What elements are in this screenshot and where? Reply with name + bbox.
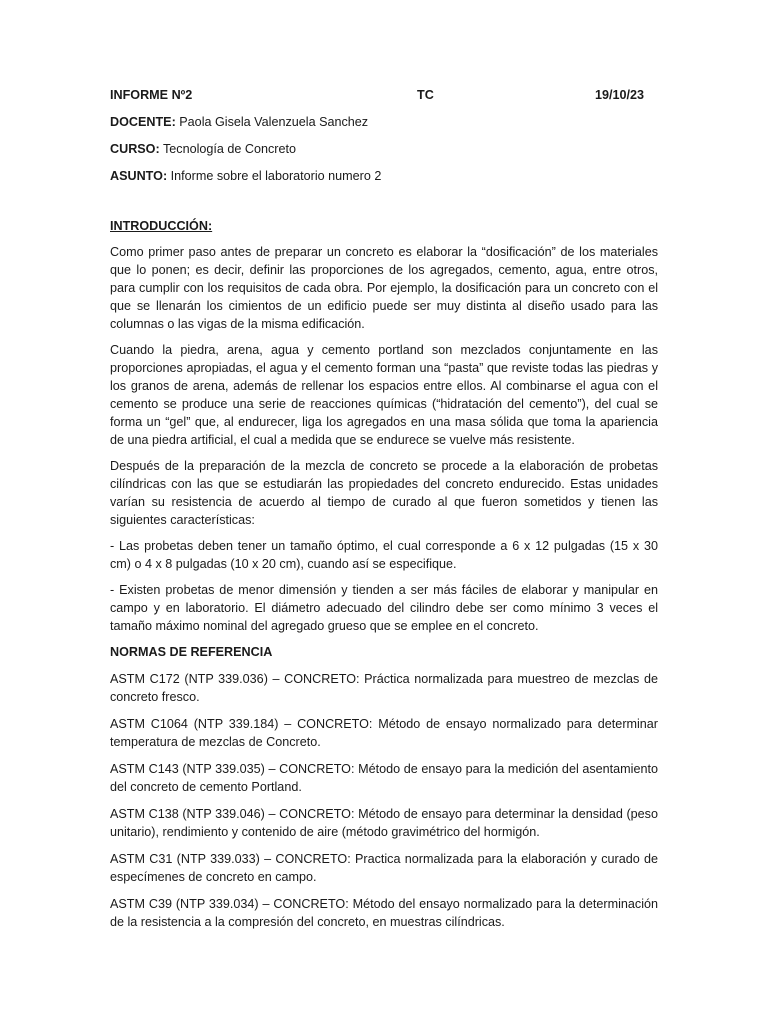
intro-title: INTRODUCCIÓN: <box>110 219 213 233</box>
asunto-label: ASUNTO: <box>110 169 168 183</box>
norma-item: ASTM C138 (NTP 339.046) – CONCRETO: Método de ensayo para determinar la densidad (peso unitario), rendimiento y contenido de aire (método gravimétrico del hormigón. <box>110 807 658 839</box>
report-header <box>110 86 658 104</box>
norma-item: ASTM C1064 (NTP 339.184) – CONCRETO: Método de ensayo normalizado para determinar temperatura de mezclas de Concreto. <box>110 717 658 749</box>
intro-paragraph-3: Después de la preparación de la mezcla de concreto se procede a la elaboración de probetas cilíndricas con las que se estudiarán las propiedades del concreto endurecido. Estas unidades varían su resistencia de acuerdo al tiempo de curado al que fueron sometidos y tienen las siguientes características: <box>110 459 658 527</box>
intro-paragraph-2: Cuando la piedra, arena, agua y cemento portland son mezclados conjuntamente en las proporciones apropiadas, el agua y el cemento forman una “pasta” que reviste todas las piedras y los granos de arena, además de rellenar los espacios entre ellos. Al combinarse el agua con el cemento se produce una serie de reacciones químicas (“hidratación del cemento”), del cual se forma un “gel” que, al endurecer, liga los agregados en una masa sólida que toma la apariencia de una piedra artificial, el cual a medida que se endurece se vuelve más resistente. <box>110 343 658 447</box>
docente-label: DOCENTE: <box>110 115 176 129</box>
intro-paragraph-1: Como primer paso antes de preparar un concreto es elaborar la “dosificación” de los materiales que lo ponen; es decir, definir las proporciones de los agregados, cemento, agua, entre otros, para cumplir con los requisitos de cada obra. Por ejemplo, la dosificación para un concreto con el que se llenarán los cimientos de un edificio puede ser muy distinta al diseño usado para las columnas o las vigas de la misma edificación. <box>110 245 658 331</box>
norma-item: ASTM C172 (NTP 339.036) – CONCRETO: Práctica normalizada para muestreo de mezclas de concreto fresco. <box>110 672 658 704</box>
norma-item: ASTM C39 (NTP 339.034) – CONCRETO: Método del ensayo normalizado para la determinación de la resistencia a la compresión del concreto, en muestras cilíndricas. <box>110 897 658 929</box>
intro-paragraph-5: - Existen probetas de menor dimensión y tienden a ser más fáciles de elaborar y manipular en campo y en laboratorio. El diámetro adecuado del cilindro debe ser como mínimo 3 veces el tamaño máximo nominal del agregado grueso que se emplee en el concreto. <box>110 583 658 633</box>
curso-value: Tecnología de Concreto <box>162 142 296 156</box>
normas-title: NORMAS DE REFERENCIA <box>110 645 273 659</box>
asunto-value: Informe sobre el laboratorio numero 2 <box>170 169 382 183</box>
docente-line <box>110 113 658 131</box>
course-code: TC <box>417 88 434 102</box>
document-body <box>110 86 658 931</box>
report-number: INFORME Nº2 <box>110 88 193 102</box>
intro-paragraph-4: - Las probetas deben tener un tamaño óptimo, el cual corresponde a 6 x 12 pulgadas (15 x 30 cm) o 4 x 8 pulgadas (10 x 20 cm), cuando así se especifique. <box>110 539 658 571</box>
curso-label: CURSO: <box>110 142 160 156</box>
docente-value: Paola Gisela Valenzuela Sanchez <box>179 115 369 129</box>
curso-line <box>110 140 658 158</box>
report-date: 19/10/23 <box>594 88 644 102</box>
norma-item: ASTM C143 (NTP 339.035) – CONCRETO: Método de ensayo para la medición del asentamiento del concreto de cemento Portland. <box>110 762 658 794</box>
norma-item: ASTM C31 (NTP 339.033) – CONCRETO: Practica normalizada para la elaboración y curado de especímenes de concreto en campo. <box>110 852 658 884</box>
asunto-line <box>110 167 658 185</box>
